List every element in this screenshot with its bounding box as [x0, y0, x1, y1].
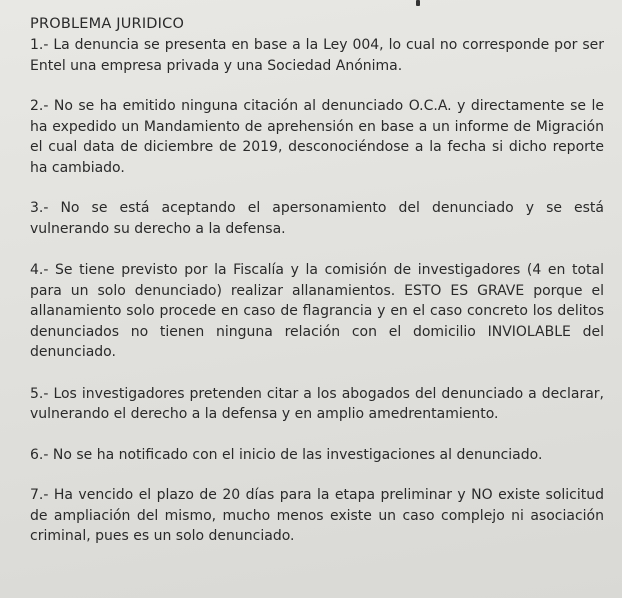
paragraph-5: 5.- Los investigadores pretenden citar a los abogados del denunciado a declarar, vulnerando el derecho a la defensa y en amplio amedrentamiento. [30, 385, 604, 422]
paragraph-4: 4.- Se tiene previsto por la Fiscalía y la comisión de investigadores (4 en total para un solo denunciado) realizar allanamientos. ESTO ES GRAVE porque el allanamiento solo procede en caso de flagrancia y en el caso concreto los delitos denunciados no tienen ninguna relación con el domicilio INVIOLABLE del denunciado. [30, 262, 604, 360]
document-title: PROBLEMA JURIDICO [30, 16, 185, 32]
paragraph-6: 6.- No se ha notificado con el inicio de las investigaciones al denunciado. [30, 446, 543, 463]
paragraph-1: 1.- La denuncia se presenta en base a la Ley 004, lo cual no corresponde por ser Entel una empresa privada y una Sociedad Anónima. [30, 37, 604, 74]
paragraph-2: 2.- No se ha emitido ninguna citación al denunciado O.C.A. y directamente se le ha expedido un Mandamiento de aprehensión en base a un informe de Migración el cual data de diciembre de 2019, desconociéndose a la fecha si dicho reporte ha cambiado. [30, 98, 604, 176]
ink-speck [416, 0, 420, 6]
paragraph-3: 3.- No se está aceptando el apersonamiento del denunciado y se está vulnerando su derecho a la defensa. [30, 200, 604, 237]
paragraph-7: 7.- Ha vencido el plazo de 20 días para la etapa preliminar y NO existe solicitud de ampliación del mismo, mucho menos existe un caso complejo ni asociación criminal, pues es un solo denunciado. [30, 487, 604, 544]
